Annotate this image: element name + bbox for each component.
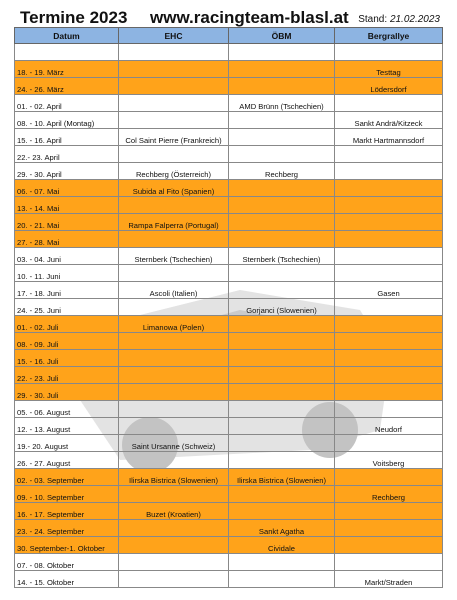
obm-cell — [229, 265, 335, 282]
obm-cell — [229, 333, 335, 350]
ehc-cell — [119, 520, 229, 537]
date-cell: 07. - 08. Oktober — [15, 554, 119, 571]
table-row — [15, 163, 443, 180]
date-cell: 16. - 17. September — [15, 503, 119, 520]
table-row — [15, 180, 443, 197]
date-cell: 23. - 24. September — [15, 520, 119, 537]
date-cell: 29. - 30. April — [15, 163, 119, 180]
table-row — [15, 248, 443, 265]
ehc-cell: Ascoli (Italien) — [119, 282, 229, 299]
bergrallye-cell — [335, 214, 443, 231]
obm-cell — [229, 384, 335, 401]
bergrallye-cell: Sankt Andrä/Kitzeck — [335, 112, 443, 129]
date-cell: 27. - 28. Mai — [15, 231, 119, 248]
obm-cell — [229, 197, 335, 214]
date-cell: 30. September-1. Oktober — [15, 537, 119, 554]
date-cell: 24. - 26. März — [15, 78, 119, 95]
obm-cell — [229, 214, 335, 231]
ehc-cell — [119, 571, 229, 588]
ehc-cell: Saint Ursanne (Schweiz) — [119, 435, 229, 452]
obm-cell — [229, 367, 335, 384]
column-header-datum: Datum — [15, 28, 119, 44]
table-row — [15, 265, 443, 282]
date-cell: 12. - 13. August — [15, 418, 119, 435]
ehc-cell: Subida al Fito (Spanien) — [119, 180, 229, 197]
table-row — [15, 367, 443, 384]
ehc-cell — [119, 486, 229, 503]
stand-date-value: 21.02.2023 — [389, 14, 440, 25]
table-row — [15, 129, 443, 146]
table-row — [15, 350, 443, 367]
bergrallye-cell: Gasen — [335, 282, 443, 299]
bergrallye-cell — [335, 333, 443, 350]
bergrallye-cell — [335, 367, 443, 384]
ehc-cell: Col Saint Pierre (Frankreich) — [119, 129, 229, 146]
ehc-cell: Buzet (Kroatien) — [119, 503, 229, 520]
ehc-cell — [119, 78, 229, 95]
table-row — [15, 469, 443, 486]
table-row — [15, 435, 443, 452]
bergrallye-cell — [335, 299, 443, 316]
bergrallye-cell — [335, 350, 443, 367]
date-cell: 10. - 11. Juni — [15, 265, 119, 282]
ehc-cell — [119, 146, 229, 163]
obm-cell — [229, 316, 335, 333]
table-row — [15, 520, 443, 537]
obm-cell: Sankt Agatha — [229, 520, 335, 537]
column-header-ehc: EHC — [119, 28, 229, 44]
date-cell: 17. - 18. Juni — [15, 282, 119, 299]
ehc-cell — [119, 197, 229, 214]
bergrallye-cell — [335, 503, 443, 520]
bergrallye-cell: Markt Hartmannsdorf — [335, 129, 443, 146]
bergrallye-cell — [335, 384, 443, 401]
obm-cell — [229, 61, 335, 78]
obm-cell — [229, 486, 335, 503]
table-row — [15, 418, 443, 435]
column-header-bergrallye: Bergrallye — [335, 28, 443, 44]
bergrallye-cell — [335, 520, 443, 537]
ehc-cell — [119, 401, 229, 418]
date-cell: 26. - 27. August — [15, 452, 119, 469]
obm-cell: Sternberk (Tschechien) — [229, 248, 335, 265]
stand-label: Stand: — [358, 14, 388, 25]
obm-cell — [229, 231, 335, 248]
ehc-cell: Sternberk (Tschechien) — [119, 248, 229, 265]
date-cell: 24. - 25. Juni — [15, 299, 119, 316]
table-row — [15, 401, 443, 418]
date-cell: 06. - 07. Mai — [15, 180, 119, 197]
bergrallye-cell — [335, 44, 443, 61]
date-cell: 03. - 04. Juni — [15, 248, 119, 265]
ehc-cell — [119, 61, 229, 78]
date-cell: 01. - 02. April — [15, 95, 119, 112]
obm-cell — [229, 350, 335, 367]
date-cell: 22. - 23. Juli — [15, 367, 119, 384]
obm-cell — [229, 401, 335, 418]
obm-cell — [229, 180, 335, 197]
table-row — [15, 146, 443, 163]
table-row — [15, 299, 443, 316]
obm-cell — [229, 282, 335, 299]
ehc-cell — [119, 231, 229, 248]
date-cell: 19.- 20. August — [15, 435, 119, 452]
table-row — [15, 384, 443, 401]
table-row — [15, 78, 443, 95]
table-row — [15, 197, 443, 214]
obm-cell — [229, 146, 335, 163]
date-cell: 22.- 23. April — [15, 146, 119, 163]
obm-cell — [229, 129, 335, 146]
ehc-cell — [119, 333, 229, 350]
schedule-table — [14, 27, 443, 588]
bergrallye-cell: Rechberg — [335, 486, 443, 503]
table-row — [15, 503, 443, 520]
ehc-cell — [119, 367, 229, 384]
table-row — [15, 282, 443, 299]
table-row — [15, 486, 443, 503]
date-cell: 01. - 02. Juli — [15, 316, 119, 333]
page-title: Termine 2023 — [20, 8, 128, 27]
table-row — [15, 333, 443, 350]
column-header-obm: ÖBM — [229, 28, 335, 44]
date-cell: 15. - 16. April — [15, 129, 119, 146]
bergrallye-cell — [335, 265, 443, 282]
ehc-cell: Ilirska Bistrica (Slowenien) — [119, 469, 229, 486]
website-url[interactable]: www.racingteam-blasl.at — [150, 8, 349, 27]
obm-cell: Cividale — [229, 537, 335, 554]
page-header — [14, 8, 442, 28]
obm-cell: AMD Brünn (Tschechien) — [229, 95, 335, 112]
bergrallye-cell — [335, 435, 443, 452]
table-row — [15, 231, 443, 248]
table-header-row — [15, 28, 443, 44]
bergrallye-cell: Neudorf — [335, 418, 443, 435]
date-cell: 05. - 06. August — [15, 401, 119, 418]
ehc-cell: Rampa Falperra (Portugal) — [119, 214, 229, 231]
obm-cell — [229, 571, 335, 588]
bergrallye-cell: Voitsberg — [335, 452, 443, 469]
date-cell — [15, 44, 119, 61]
obm-cell — [229, 44, 335, 61]
ehc-cell — [119, 384, 229, 401]
bergrallye-cell — [335, 197, 443, 214]
bergrallye-cell — [335, 95, 443, 112]
ehc-cell — [119, 452, 229, 469]
date-cell: 20. - 21. Mai — [15, 214, 119, 231]
obm-cell: Gorjanci (Slowenien) — [229, 299, 335, 316]
ehc-cell: Limanowa (Polen) — [119, 316, 229, 333]
bergrallye-cell — [335, 231, 443, 248]
obm-cell — [229, 418, 335, 435]
bergrallye-cell: Testtag — [335, 61, 443, 78]
ehc-cell — [119, 299, 229, 316]
ehc-cell — [119, 537, 229, 554]
obm-cell: Rechberg — [229, 163, 335, 180]
obm-cell — [229, 78, 335, 95]
ehc-cell — [119, 112, 229, 129]
table-row — [15, 44, 443, 61]
table-row — [15, 112, 443, 129]
date-cell: 14. - 15. Oktober — [15, 571, 119, 588]
ehc-cell — [119, 265, 229, 282]
bergrallye-cell — [335, 180, 443, 197]
bergrallye-cell — [335, 469, 443, 486]
obm-cell — [229, 112, 335, 129]
date-cell: 13. - 14. Mai — [15, 197, 119, 214]
bergrallye-cell — [335, 401, 443, 418]
date-cell: 29. - 30. Juli — [15, 384, 119, 401]
ehc-cell — [119, 44, 229, 61]
table-row — [15, 537, 443, 554]
ehc-cell — [119, 554, 229, 571]
date-cell: 02. - 03. September — [15, 469, 119, 486]
date-cell: 08. - 10. April (Montag) — [15, 112, 119, 129]
table-row — [15, 452, 443, 469]
date-cell: 08. - 09. Juli — [15, 333, 119, 350]
bergrallye-cell — [335, 554, 443, 571]
bergrallye-cell — [335, 146, 443, 163]
ehc-cell: Rechberg (Österreich) — [119, 163, 229, 180]
date-cell: 09. - 10. September — [15, 486, 119, 503]
table-row — [15, 316, 443, 333]
obm-cell — [229, 452, 335, 469]
bergrallye-cell: Markt/Straden — [335, 571, 443, 588]
ehc-cell — [119, 350, 229, 367]
obm-cell: Ilirska Bistrica (Slowenien) — [229, 469, 335, 486]
ehc-cell — [119, 95, 229, 112]
obm-cell — [229, 435, 335, 452]
table-row — [15, 95, 443, 112]
schedule-body — [15, 44, 443, 588]
table-row — [15, 214, 443, 231]
table-row — [15, 571, 443, 588]
date-cell: 15. - 16. Juli — [15, 350, 119, 367]
bergrallye-cell — [335, 163, 443, 180]
obm-cell — [229, 554, 335, 571]
bergrallye-cell — [335, 537, 443, 554]
obm-cell — [229, 503, 335, 520]
stand-date — [358, 14, 440, 25]
ehc-cell — [119, 418, 229, 435]
table-row — [15, 554, 443, 571]
bergrallye-cell — [335, 316, 443, 333]
table-row — [15, 61, 443, 78]
bergrallye-cell — [335, 248, 443, 265]
bergrallye-cell: Lödersdorf — [335, 78, 443, 95]
date-cell: 18. - 19. März — [15, 61, 119, 78]
